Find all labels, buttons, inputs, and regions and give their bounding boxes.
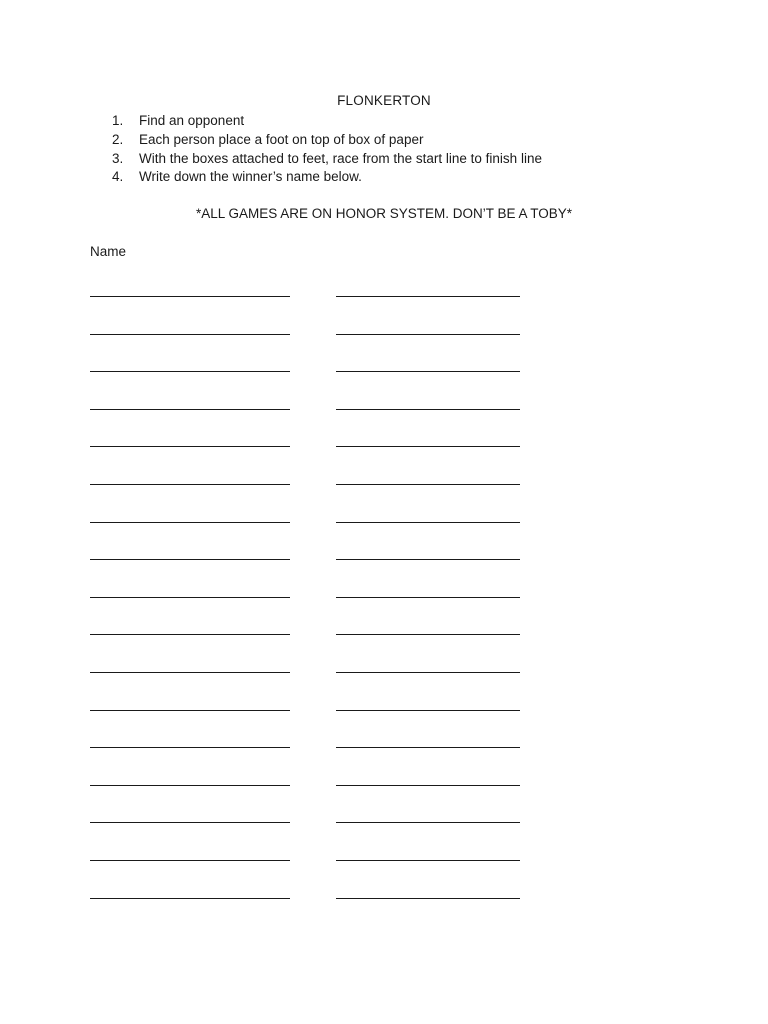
name-blank-line[interactable] bbox=[90, 371, 290, 372]
name-line-row bbox=[90, 522, 530, 560]
name-line-row bbox=[90, 634, 530, 672]
name-blank-line[interactable] bbox=[90, 296, 290, 297]
name-blank-line[interactable] bbox=[90, 710, 290, 711]
name-line-row bbox=[90, 597, 530, 635]
name-blank-line[interactable] bbox=[336, 672, 520, 673]
instruction-item bbox=[108, 168, 542, 187]
instruction-text: With the boxes attached to feet, race from the start line to finish line bbox=[139, 150, 542, 166]
instruction-number: 1. bbox=[112, 113, 124, 128]
name-line-row bbox=[90, 296, 530, 334]
instruction-item bbox=[108, 150, 542, 169]
name-blank-line[interactable] bbox=[336, 898, 520, 899]
name-blank-line[interactable] bbox=[336, 334, 520, 335]
instruction-text: Write down the winner’s name below. bbox=[139, 169, 362, 185]
name-line-row bbox=[90, 559, 530, 597]
name-blank-line[interactable] bbox=[336, 785, 520, 786]
name-line-row bbox=[90, 710, 530, 748]
name-blank-line[interactable] bbox=[90, 860, 290, 861]
name-blank-line[interactable] bbox=[90, 334, 290, 335]
name-line-row bbox=[90, 409, 530, 447]
name-line-row bbox=[90, 446, 530, 484]
document-title: FLONKERTON bbox=[337, 93, 431, 108]
name-blank-line[interactable] bbox=[336, 296, 520, 297]
name-line-row bbox=[90, 822, 530, 860]
instruction-list bbox=[108, 112, 542, 187]
name-blank-line[interactable] bbox=[90, 747, 290, 748]
name-blank-line[interactable] bbox=[336, 634, 520, 635]
name-label: Name bbox=[90, 244, 127, 259]
name-line-row bbox=[90, 898, 530, 936]
name-blank-line[interactable] bbox=[336, 597, 520, 598]
name-blank-line[interactable] bbox=[336, 747, 520, 748]
name-line-row bbox=[90, 371, 530, 409]
name-blank-line[interactable] bbox=[336, 446, 520, 447]
name-blank-line[interactable] bbox=[336, 409, 520, 410]
instruction-item bbox=[108, 131, 542, 150]
instruction-item bbox=[108, 112, 542, 131]
name-line-row bbox=[90, 785, 530, 823]
name-blank-line[interactable] bbox=[336, 860, 520, 861]
name-blank-line[interactable] bbox=[336, 371, 520, 372]
instruction-text: Find an opponent bbox=[139, 113, 245, 128]
name-blank-line[interactable] bbox=[90, 446, 290, 447]
name-blank-line[interactable] bbox=[90, 559, 290, 560]
name-lines bbox=[90, 296, 530, 935]
honor-system-notice: *ALL GAMES ARE ON HONOR SYSTEM. DON’T BE A TOBY* bbox=[195, 206, 573, 221]
name-blank-line[interactable] bbox=[90, 484, 290, 485]
name-blank-line[interactable] bbox=[90, 822, 290, 823]
name-line-row bbox=[90, 672, 530, 710]
name-blank-line[interactable] bbox=[90, 597, 290, 598]
instruction-number: 2. bbox=[112, 131, 124, 147]
name-blank-line[interactable] bbox=[90, 522, 290, 523]
instruction-number: 3. bbox=[112, 150, 124, 166]
name-blank-line[interactable] bbox=[90, 409, 290, 410]
name-blank-line[interactable] bbox=[90, 785, 290, 786]
name-line-row bbox=[90, 334, 530, 372]
name-line-row bbox=[90, 747, 530, 785]
name-blank-line[interactable] bbox=[336, 522, 520, 523]
name-blank-line[interactable] bbox=[336, 822, 520, 823]
instruction-text: Each person place a foot on top of box of paper bbox=[139, 131, 424, 147]
instruction-number: 4. bbox=[112, 169, 124, 185]
name-blank-line[interactable] bbox=[336, 559, 520, 560]
name-blank-line[interactable] bbox=[336, 484, 520, 485]
name-blank-line[interactable] bbox=[336, 710, 520, 711]
name-line-row bbox=[90, 860, 530, 898]
name-blank-line[interactable] bbox=[90, 898, 290, 899]
name-blank-line[interactable] bbox=[90, 672, 290, 673]
name-line-row bbox=[90, 484, 530, 522]
name-blank-line[interactable] bbox=[90, 634, 290, 635]
